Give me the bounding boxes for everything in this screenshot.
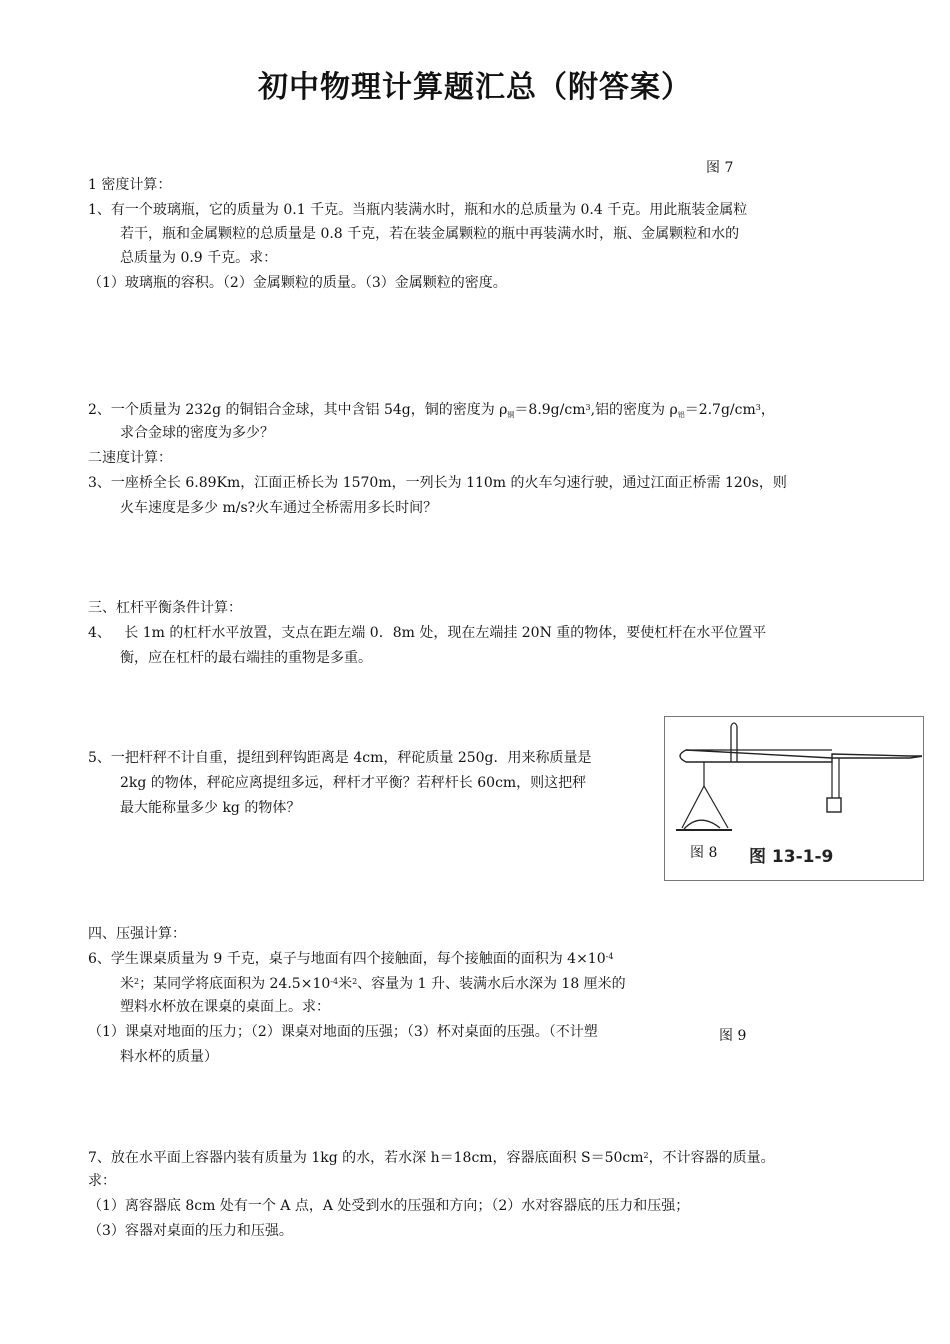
q2-line-1: 2、一个质量为 232g 的铜铝合金球，其中含铝 54g，铜的密度为 $\rho_铜=8.9g/cm^3$,铝的密度为 $\rho_铝=2.7g/cm^3$， xyxy=(88,402,775,419)
figure-8-label: 图 8 xyxy=(690,845,718,861)
q1-line-2: 若干，瓶和金属颗粒的总质量是 0.8 千克，若在装金属颗粒的瓶中再装满水时，瓶、金属颗粒和水的 xyxy=(120,226,740,242)
q6-line-5: 料水杯的质量） xyxy=(120,1049,218,1065)
q2-line-2: 求合金球的密度为多少？ xyxy=(120,425,274,441)
q5-line-1: 5、一把杆秤不计自重，提纽到秤钩距离是 4cm，秤砣质量 250g．用来称质量是 xyxy=(88,750,592,766)
object-on-pan xyxy=(684,820,720,829)
q7-line-1: 7、放在水平面上容器内装有质量为 1kg 的水，若水深 h＝18cm，容器底面积 $S=50cm^2$，不计容器的质量。 xyxy=(88,1150,775,1166)
page-title: 初中物理计算题汇总（附答案） xyxy=(258,70,692,105)
q4-line-1: 4、 长 1m 的杠杆水平放置，支点在距左端 0．8m 处，现在左端挂 20N 重的物体，要使杠杆在水平位置平 xyxy=(88,625,767,641)
section-density: 1 密度计算： xyxy=(88,177,172,193)
q1-line-1: 1、有一个玻璃瓶，它的质量为 0.1 千克。当瓶内装满水时，瓶和水的总质量为 0.4 千克。用此瓶装金属粒 xyxy=(88,202,748,218)
q1-line-3: 总质量为 0.9 千克。求： xyxy=(120,250,278,266)
q1-line-4: （1）玻璃瓶的容积。（2）金属颗粒的质量。（3）金属颗粒的密度。 xyxy=(88,275,507,291)
q6-line-2: 米$^2$；某同学将底面积为 $24.5\times 10^{-4}$米$^2$、容量为 1 升、装满水后水深为 18 厘米的 xyxy=(120,976,626,992)
q6-line-4: （1）课桌对地面的压力；（2）课桌对地面的压强；（3）杯对桌面的压强。（不计塑 xyxy=(88,1024,598,1040)
q7-line-2: 求： xyxy=(88,1173,116,1189)
q5-line-3: 最大能称量多少 kg 的物体？ xyxy=(120,800,301,816)
q3-line-1: 3、一座桥全长 6.89Km，江面正桥长为 1570m，一列长为 110m 的火车匀速行驶，通过江面正桥需 120s，则 xyxy=(88,475,787,491)
q7-line-4: （3）容器对桌面的压力和压强。 xyxy=(88,1223,293,1239)
counterweight xyxy=(827,798,841,812)
section-speed: 二速度计算： xyxy=(88,450,172,466)
q6-line-1: 6、学生课桌质量为 9 千克，桌子与地面有四个接触面，每个接触面的面积为 $4\times 10^{-4}$ xyxy=(88,951,614,967)
q6-line-3: 塑料水杯放在课桌的桌面上。求： xyxy=(120,999,330,1015)
section-lever: 三、杠杆平衡条件计算： xyxy=(88,600,242,616)
q3-line-2: 火车速度是多少 m/s?火车通过全桥需用多长时间？ xyxy=(120,500,438,516)
figure-9-label: 图 9 xyxy=(719,1028,747,1044)
figure-7-label: 图 7 xyxy=(706,160,734,176)
q4-line-2: 衡，应在杠杆的最右端挂的重物是多重。 xyxy=(120,650,372,666)
q7-line-3: （1）离容器底 8cm 处有一个 A 点，A 处受到水的压强和方向；（2）水对容器底的压力和压强； xyxy=(88,1198,690,1214)
figure-caption: 图 13-1-9 xyxy=(749,847,834,867)
section-pressure: 四、压强计算： xyxy=(88,926,186,942)
steelyard-beam xyxy=(680,750,922,762)
q5-line-2: 2kg 的物体，秤砣应离提纽多远，秤杆才平衡？若秤杆长 60cm，则这把秤 xyxy=(120,775,587,791)
lifting-handle xyxy=(731,726,737,762)
